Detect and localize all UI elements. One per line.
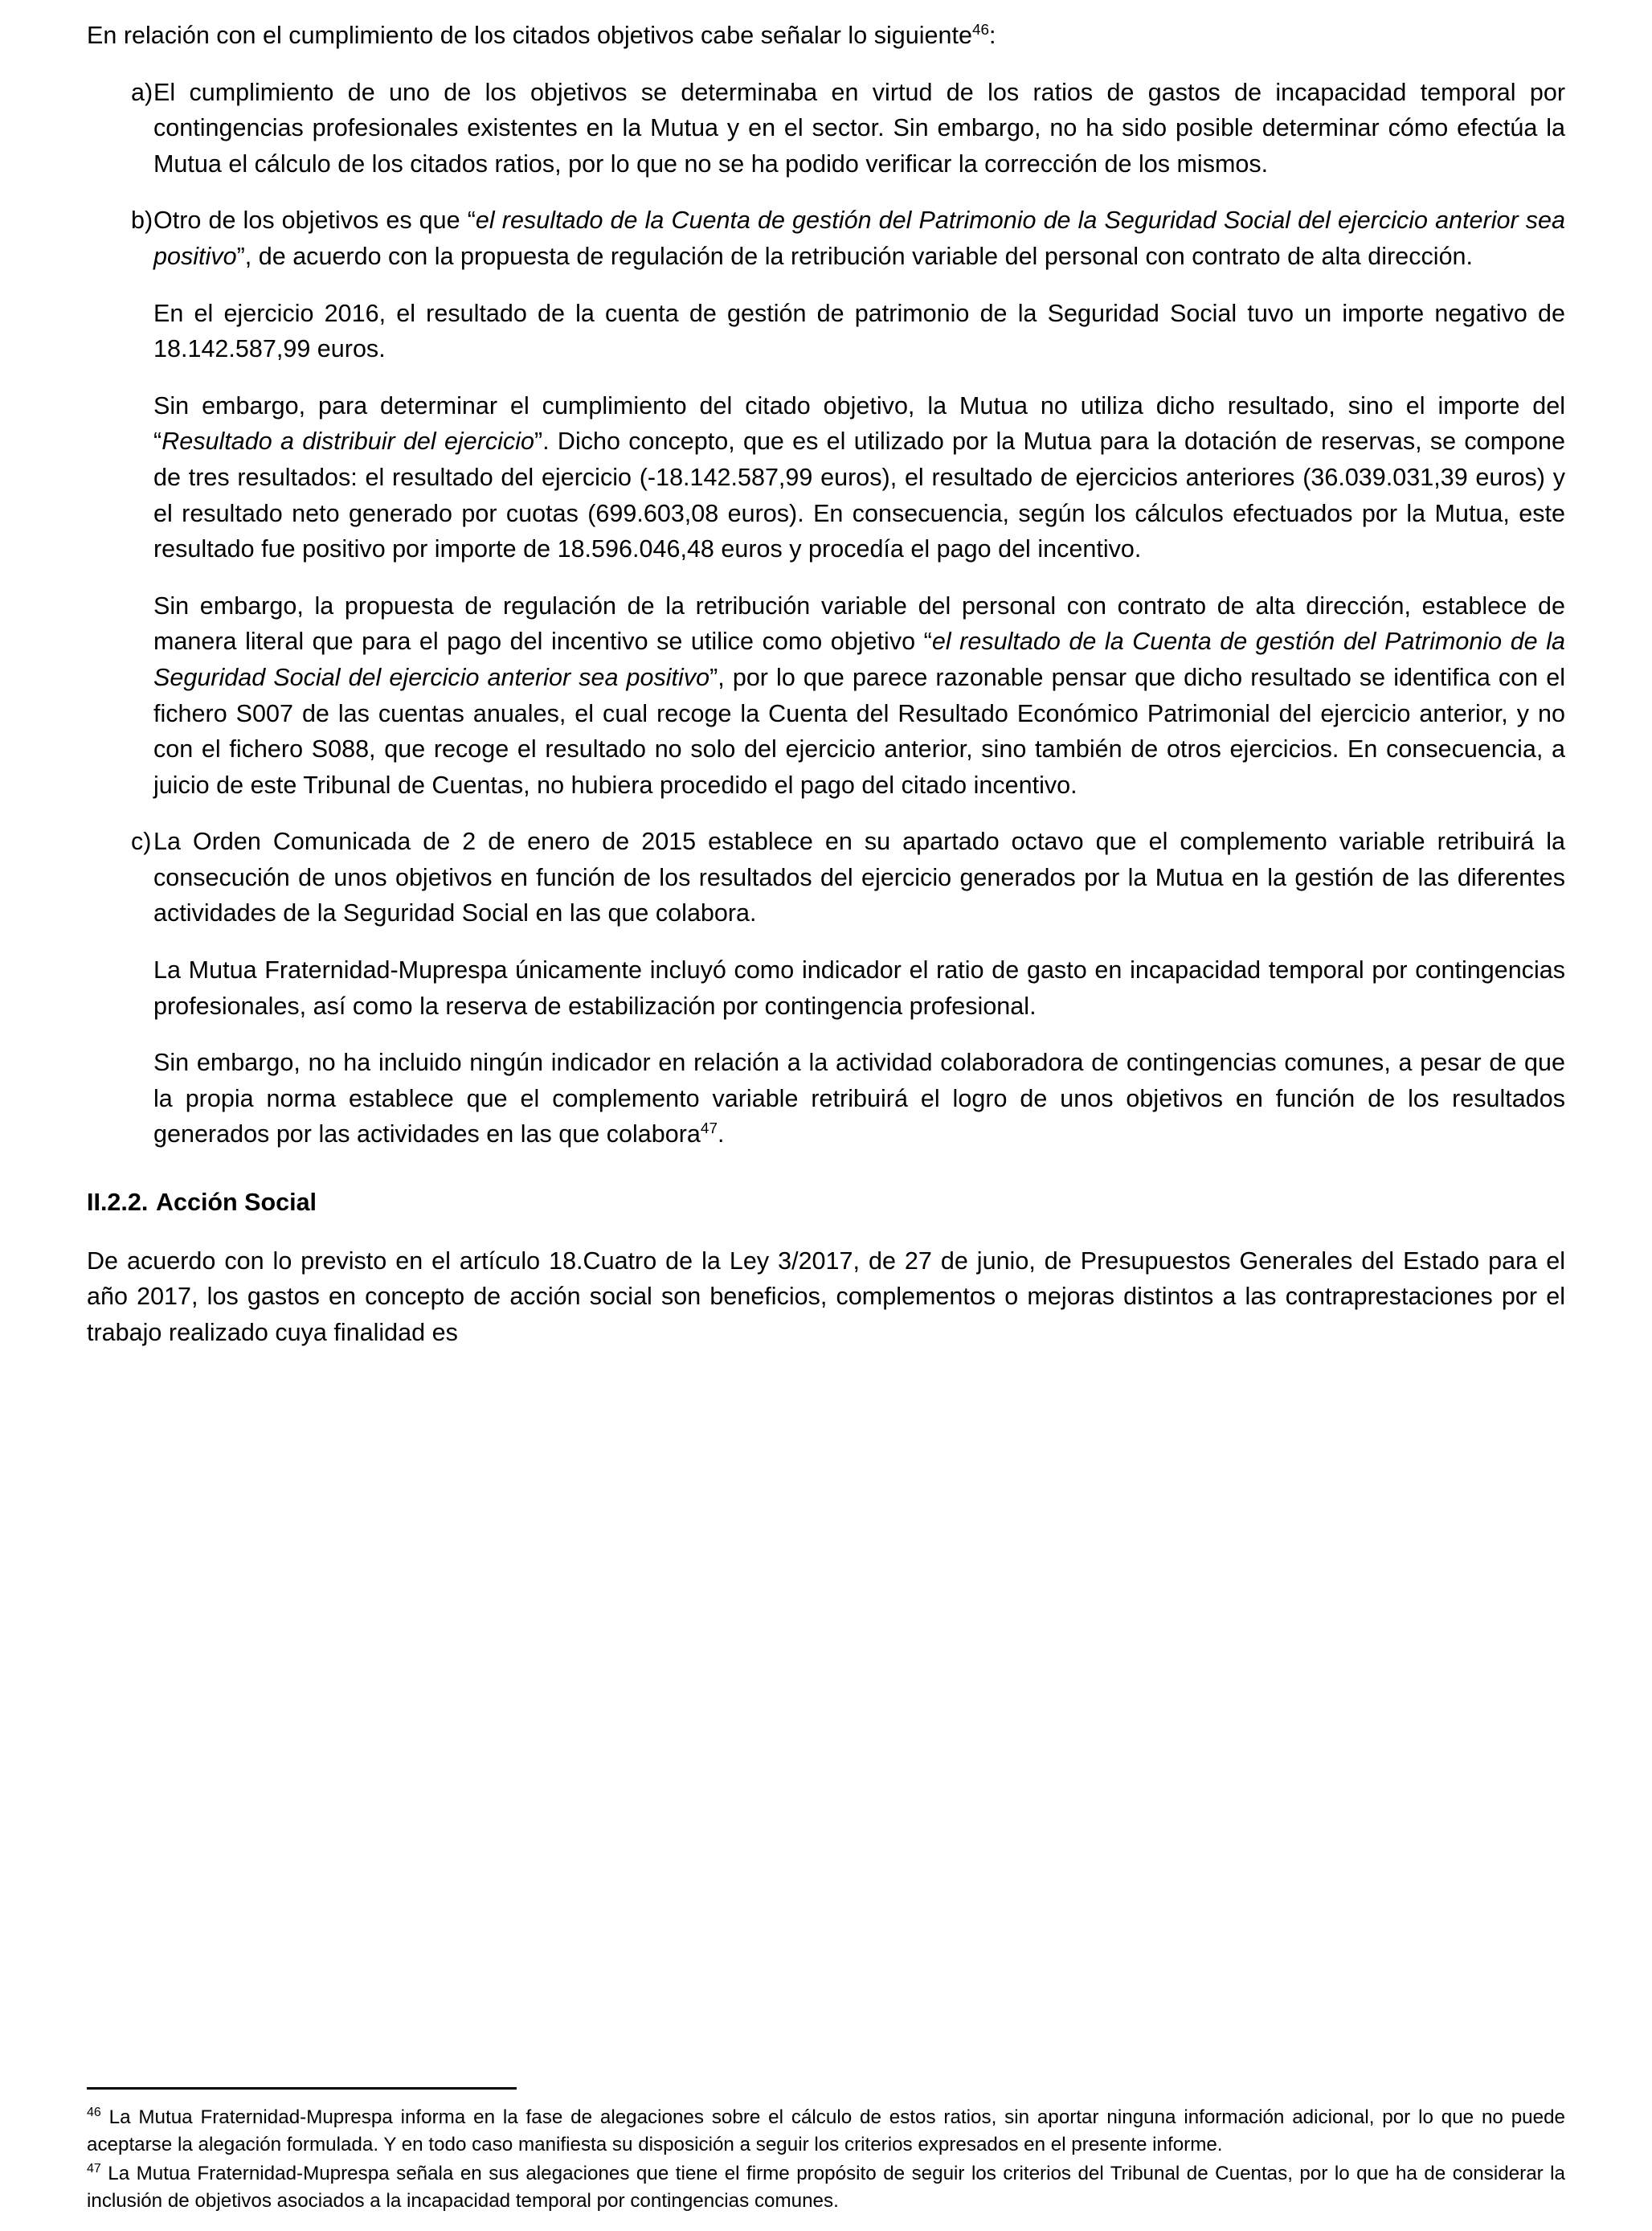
text-run: Sin embargo, no ha incluido ningún indicador en relación a la actividad colaboradora de contingencias comunes, a pesar de que la propia norma establece que el complemento variable retribuirá el logro de unos objetivos en función de los resultados generados por las actividades en las que colabora bbox=[153, 1049, 1565, 1148]
italic-quote: Resultado a distribuir del ejercicio bbox=[162, 428, 534, 456]
text-run: ”. Dicho concepto, que es el utilizado por la Mutua para la dotación de reservas, se compone de tres resultados: el resultado del ejercicio (-18.142.587,99 euros), el resultado de ejercicios anteriores (36.039.031,39 euros) y el resultado neto generado por cuotas (699.603,08 euros). En consecuencia, según los cálculos efectuados por la Mutua, este resultado fue positivo por importe de 18.596.046,48 euros y procedía el pago del incentivo. bbox=[153, 428, 1565, 563]
text-run: ”, por lo que parece razonable pensar que dicho resultado se identifica con el fichero S007 de las cuentas anuales, el cual recoge la Cuenta del Resultado Económico Patrimonial del ejercicio anterior, y no con el fichero S088, que recoge el resultado no solo del ejercicio anterior, sino también de otros ejercicios. En consecuencia, a juicio de este Tribunal de Cuentas, no hubiera procedido el pago del citado incentivo. bbox=[153, 663, 1565, 799]
paragraph bbox=[153, 203, 1565, 274]
list-marker: a) bbox=[131, 78, 153, 106]
text-run: Otro de los objetivos es que “ bbox=[153, 207, 476, 235]
text-run: La Orden Comunicada de 2 de enero de 2015 establece en su apartado octavo que el complemento variable retribuirá la consecución de unos objetivos en función de los resultados del ejercicio generados por la Mutua en la gestión de las diferentes actividades de la Seguridad Social en las que colabora. bbox=[153, 828, 1565, 927]
footnote-ref-47[interactable]: 47 bbox=[700, 1120, 718, 1138]
section-heading bbox=[87, 1185, 1565, 1221]
section-title: Acción Social bbox=[156, 1189, 317, 1217]
footnote-separator-rule bbox=[87, 2087, 517, 2090]
footnote-ref-46[interactable]: 46 bbox=[971, 21, 990, 39]
intro-text: En relación con el cumplimiento de los citados objetivos cabe señalar lo siguiente bbox=[87, 22, 972, 49]
footnote-text: La Mutua Fraternidad-Muprespa informa en la fase de alegaciones sobre el cálculo de estos ratios, sin aportar ninguna información adicional, por lo que no puede aceptarse la alegación formulada. Y en todo caso manifiesta su disposición a seguir los criterios expresados en el presente informe. bbox=[87, 2106, 1565, 2155]
footnote-number-47: 47 bbox=[87, 2161, 101, 2176]
paragraph bbox=[153, 824, 1565, 931]
text-run: Sin embargo, la propuesta de regulación de la retribución variable del personal con contrato de alta dirección, establece de manera literal que para el pago del incentivo se utilice como objetivo “ bbox=[153, 592, 1565, 656]
footnote-46 bbox=[87, 2104, 1565, 2159]
objectives-list bbox=[87, 75, 1565, 1152]
footnote-number-46: 46 bbox=[87, 2105, 101, 2119]
italic-quote: el resultado de la Cuenta de gestión del Patrimonio de la Seguridad Social del ejercicio anterior sea positivo bbox=[153, 628, 1565, 691]
footnotes-area bbox=[87, 2087, 1565, 2217]
paragraph bbox=[153, 296, 1565, 367]
text-run: ”, de acuerdo con la propuesta de regulación de la retribución variable del personal con contrato de alta dirección. bbox=[236, 242, 1474, 270]
closing-paragraph: De acuerdo con lo previsto en el artículo 18.Cuatro de la Ley 3/2017, de 27 de junio, de Presupuestos Generales del Estado para el año 2017, los gastos en concepto de acción social son beneficios, complementos o mejoras distintos a las contraprestaciones por el trabajo realizado cuya finalidad es bbox=[87, 1246, 1565, 1346]
text-run: . bbox=[717, 1120, 725, 1148]
list-item-a bbox=[87, 75, 1565, 182]
list-item-c bbox=[87, 824, 1565, 1152]
list-item-b bbox=[87, 203, 1565, 803]
paragraph bbox=[153, 588, 1565, 804]
footnote-text: La Mutua Fraternidad-Muprespa señala en sus alegaciones que tiene el firme propósito de seguir los criterios del Tribunal de Cuentas, por lo que ha de considerar la inclusión de objetivos asociados a la incapacidad temporal por contingencias comunes. bbox=[87, 2163, 1565, 2212]
italic-quote: el resultado de la Cuenta de gestión del Patrimonio de la Seguridad Social del ejercicio anterior sea positivo bbox=[153, 207, 1565, 270]
list-marker: c) bbox=[131, 828, 152, 856]
text-run: La Mutua Fraternidad-Muprespa únicamente incluyó como indicador el ratio de gasto en incapacidad temporal por contingencias profesionales, así como la reserva de estabilización por contingencia profesional. bbox=[153, 956, 1565, 1020]
paragraph bbox=[153, 952, 1565, 1024]
list-marker: b) bbox=[131, 207, 153, 235]
paragraph bbox=[153, 75, 1565, 182]
section-number: II.2.2. bbox=[87, 1189, 149, 1217]
text-run: El cumplimiento de uno de los objetivos se determinaba en virtud de los ratios de gastos de incapacidad temporal por contingencias profesionales existentes en la Mutua y en el sector. Sin embargo, no ha sido posible determinar cómo efectúa la Mutua el cálculo de los citados ratios, por lo que no se ha podido verificar la corrección de los mismos. bbox=[153, 78, 1565, 178]
text-run: En el ejercicio 2016, el resultado de la cuenta de gestión de patrimonio de la Seguridad Social tuvo un importe negativo de 18.142.587,99 euros. bbox=[153, 299, 1565, 363]
footnotes-list bbox=[87, 2104, 1565, 2215]
text-run: Sin embargo, para determinar el cumplimiento del citado objetivo, la Mutua no utiliza dicho resultado, sino el importe del “ bbox=[153, 391, 1565, 456]
intro-paragraph bbox=[87, 18, 1565, 54]
paragraph bbox=[153, 1045, 1565, 1152]
intro-text-tail: : bbox=[989, 22, 996, 49]
footnote-47 bbox=[87, 2160, 1565, 2215]
paragraph bbox=[153, 388, 1565, 567]
